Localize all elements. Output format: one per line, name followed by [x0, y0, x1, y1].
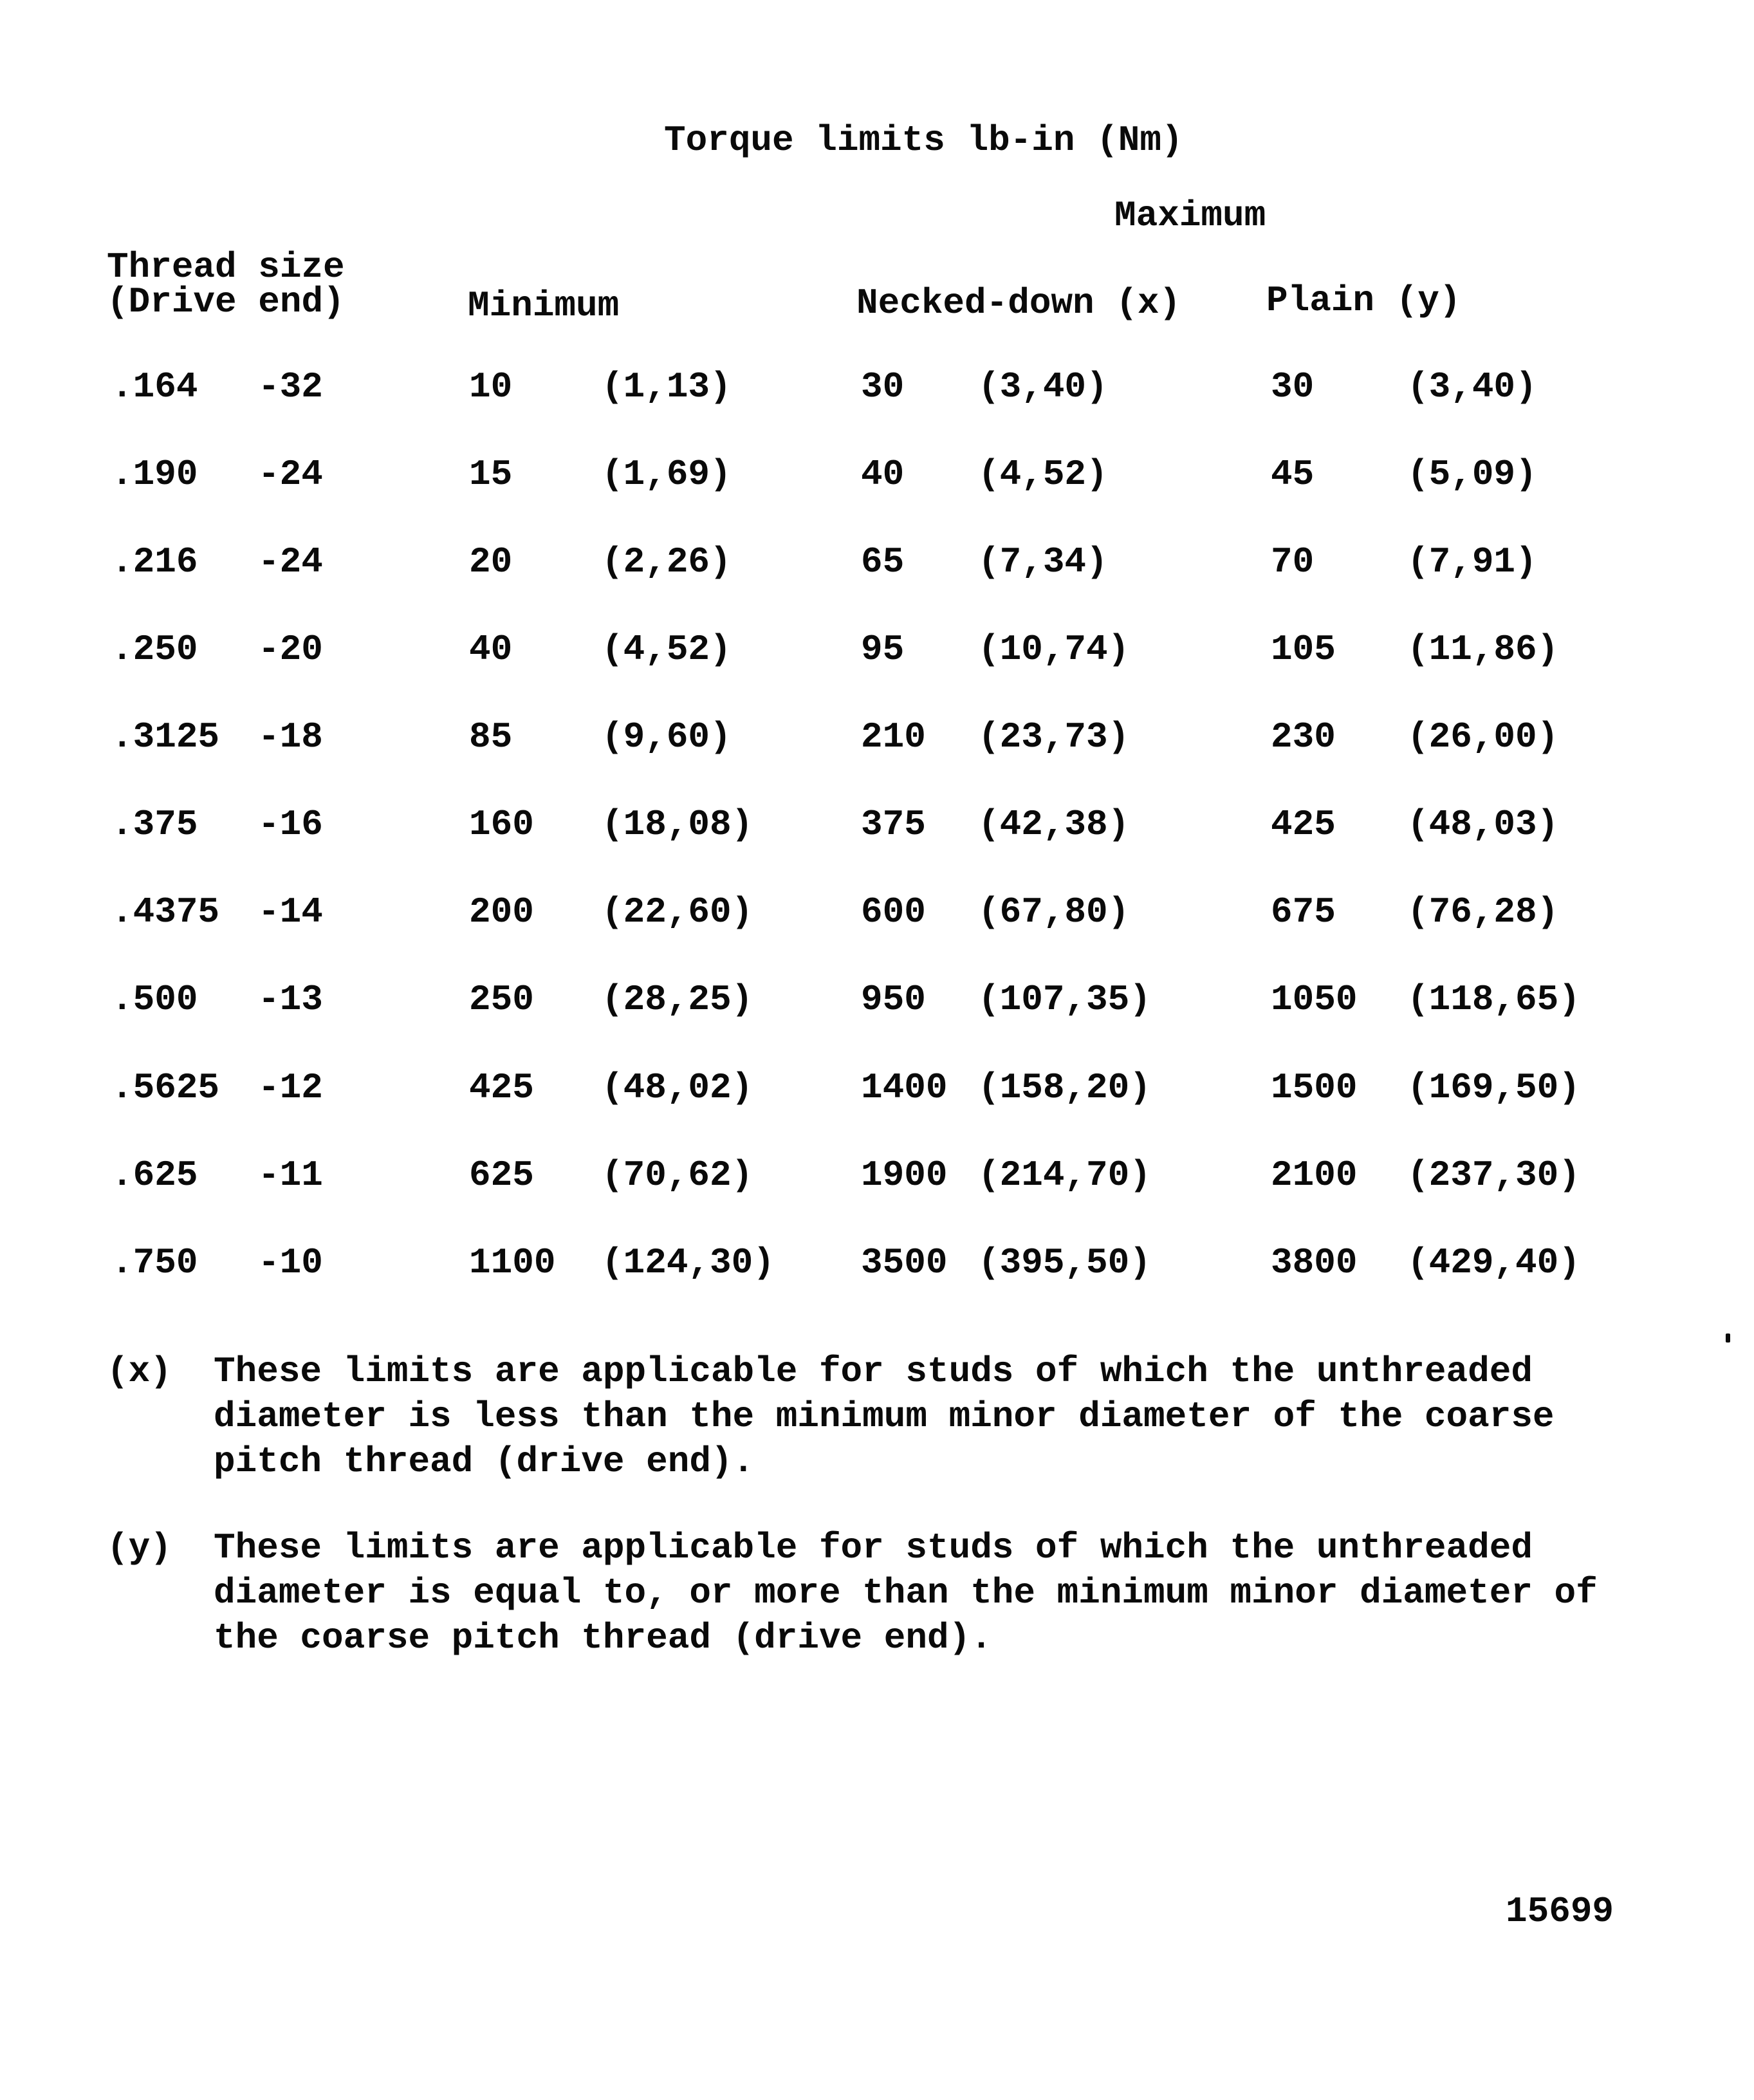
- cell-plain-nm: (76,28): [1407, 891, 1559, 933]
- cell-plain: 30: [1271, 366, 1315, 407]
- cell-plain: 230: [1271, 716, 1336, 757]
- cell-necked-down: 1900: [861, 1155, 948, 1196]
- cell-necked-down: 210: [861, 716, 926, 757]
- cell-plain-nm: (7,91): [1407, 541, 1537, 582]
- footnote-line: These limits are applicable for studs of which the unthreaded: [214, 1351, 1533, 1392]
- cell-minimum: 425: [469, 1067, 534, 1108]
- footnote-x: [0, 1351, 1754, 1499]
- table-row: [0, 716, 1754, 763]
- group-header-maximum: Maximum: [1114, 195, 1266, 236]
- cell-minimum: 200: [469, 891, 534, 933]
- footnote-y: [0, 1527, 1754, 1675]
- ink-speck-artifact: [1726, 1333, 1730, 1343]
- footnote-line: diameter is equal to, or more than the minimum minor diameter of: [214, 1572, 1598, 1613]
- cell-plain-nm: (48,03): [1407, 804, 1559, 845]
- cell-thread-size: .190: [111, 454, 198, 495]
- table-row: [0, 1242, 1754, 1288]
- col-header-minimum: Minimum: [468, 285, 620, 326]
- cell-plain: 2100: [1271, 1155, 1358, 1196]
- cell-minimum-nm: (2,26): [602, 541, 732, 582]
- table-row: [0, 1067, 1754, 1113]
- cell-necked-down-nm: (42,38): [978, 804, 1130, 845]
- cell-minimum: 40: [469, 629, 513, 670]
- cell-plain-nm: (429,40): [1407, 1242, 1580, 1283]
- cell-minimum: 1100: [469, 1242, 556, 1283]
- cell-minimum-nm: (18,08): [602, 804, 753, 845]
- cell-minimum: 250: [469, 979, 534, 1020]
- cell-plain: 1500: [1271, 1067, 1358, 1108]
- cell-necked-down: 40: [861, 454, 905, 495]
- cell-minimum-nm: (70,62): [602, 1155, 753, 1196]
- cell-thread-size: .625: [111, 1155, 198, 1196]
- cell-minimum: 15: [469, 454, 513, 495]
- cell-plain-nm: (11,86): [1407, 629, 1559, 670]
- cell-minimum-nm: (1,13): [602, 366, 732, 407]
- cell-necked-down-nm: (10,74): [978, 629, 1130, 670]
- cell-necked-down: 600: [861, 891, 926, 933]
- cell-minimum-nm: (4,52): [602, 629, 732, 670]
- cell-necked-down-nm: (4,52): [978, 454, 1108, 495]
- table-row: [0, 454, 1754, 500]
- footnote-line: pitch thread (drive end).: [214, 1441, 755, 1482]
- cell-plain-nm: (26,00): [1407, 716, 1559, 757]
- cell-plain: 105: [1271, 629, 1336, 670]
- cell-necked-down-nm: (7,34): [978, 541, 1108, 582]
- cell-minimum-nm: (48,02): [602, 1067, 753, 1108]
- table-row: [0, 629, 1754, 675]
- cell-thread-pitch: -32: [258, 366, 323, 407]
- cell-necked-down-nm: (158,20): [978, 1067, 1151, 1108]
- cell-necked-down: 950: [861, 979, 926, 1020]
- col-header-thread-size-line1: Thread size: [107, 246, 345, 288]
- page-title: Torque limits lb-in (Nm): [664, 120, 1183, 161]
- cell-thread-pitch: -12: [258, 1067, 323, 1108]
- cell-thread-size: .750: [111, 1242, 198, 1283]
- cell-thread-size: .4375: [111, 891, 220, 933]
- cell-necked-down: 375: [861, 804, 926, 845]
- cell-thread-pitch: -24: [258, 541, 323, 582]
- cell-plain: 70: [1271, 541, 1315, 582]
- cell-thread-pitch: -10: [258, 1242, 323, 1283]
- footnote-line: diameter is less than the minimum minor diameter of the coarse: [214, 1396, 1555, 1437]
- col-header-necked-down: Necked-down (x): [856, 283, 1181, 324]
- cell-plain-nm: (169,50): [1407, 1067, 1580, 1108]
- cell-necked-down-nm: (67,80): [978, 891, 1130, 933]
- cell-necked-down: 1400: [861, 1067, 948, 1108]
- footnote-marker: (y): [107, 1527, 172, 1568]
- cell-plain: 3800: [1271, 1242, 1358, 1283]
- cell-minimum-nm: (124,30): [602, 1242, 775, 1283]
- cell-plain-nm: (118,65): [1407, 979, 1580, 1020]
- cell-necked-down-nm: (107,35): [978, 979, 1151, 1020]
- cell-thread-size: .250: [111, 629, 198, 670]
- cell-minimum: 160: [469, 804, 534, 845]
- cell-necked-down-nm: (23,73): [978, 716, 1130, 757]
- col-header-thread-size-line2: (Drive end): [107, 281, 345, 322]
- cell-thread-pitch: -20: [258, 629, 323, 670]
- cell-thread-size: .500: [111, 979, 198, 1020]
- cell-plain: 45: [1271, 454, 1315, 495]
- cell-plain-nm: (3,40): [1407, 366, 1537, 407]
- cell-thread-pitch: -13: [258, 979, 323, 1020]
- cell-thread-size: .375: [111, 804, 198, 845]
- cell-thread-size: .5625: [111, 1067, 220, 1108]
- table-row: [0, 804, 1754, 850]
- cell-thread-pitch: -11: [258, 1155, 323, 1196]
- cell-necked-down-nm: (3,40): [978, 366, 1108, 407]
- cell-necked-down: 65: [861, 541, 905, 582]
- cell-plain: 425: [1271, 804, 1336, 845]
- cell-necked-down-nm: (214,70): [978, 1155, 1151, 1196]
- cell-plain: 1050: [1271, 979, 1358, 1020]
- cell-thread-pitch: -18: [258, 716, 323, 757]
- cell-plain: 675: [1271, 891, 1336, 933]
- col-header-plain: Plain (y): [1266, 280, 1461, 321]
- cell-necked-down: 30: [861, 366, 905, 407]
- page-number: 15699: [1506, 1891, 1614, 1932]
- cell-thread-pitch: -14: [258, 891, 323, 933]
- cell-plain-nm: (5,09): [1407, 454, 1537, 495]
- cell-thread-pitch: -24: [258, 454, 323, 495]
- cell-necked-down-nm: (395,50): [978, 1242, 1151, 1283]
- cell-thread-pitch: -16: [258, 804, 323, 845]
- footnote-marker: (x): [107, 1351, 172, 1392]
- table-row: [0, 1155, 1754, 1201]
- cell-minimum-nm: (28,25): [602, 979, 753, 1020]
- table-row: [0, 541, 1754, 588]
- table-row: [0, 366, 1754, 413]
- cell-necked-down: 95: [861, 629, 905, 670]
- table-row: [0, 979, 1754, 1025]
- cell-minimum: 20: [469, 541, 513, 582]
- footnote-line: These limits are applicable for studs of which the unthreaded: [214, 1527, 1533, 1568]
- cell-thread-size: .164: [111, 366, 198, 407]
- cell-necked-down: 3500: [861, 1242, 948, 1283]
- cell-minimum: 625: [469, 1155, 534, 1196]
- cell-thread-size: .3125: [111, 716, 220, 757]
- cell-minimum-nm: (1,69): [602, 454, 732, 495]
- cell-minimum-nm: (22,60): [602, 891, 753, 933]
- cell-minimum: 85: [469, 716, 513, 757]
- footnote-line: the coarse pitch thread (drive end).: [214, 1617, 992, 1659]
- table-row: [0, 891, 1754, 938]
- cell-plain-nm: (237,30): [1407, 1155, 1580, 1196]
- cell-minimum-nm: (9,60): [602, 716, 732, 757]
- cell-thread-size: .216: [111, 541, 198, 582]
- cell-minimum: 10: [469, 366, 513, 407]
